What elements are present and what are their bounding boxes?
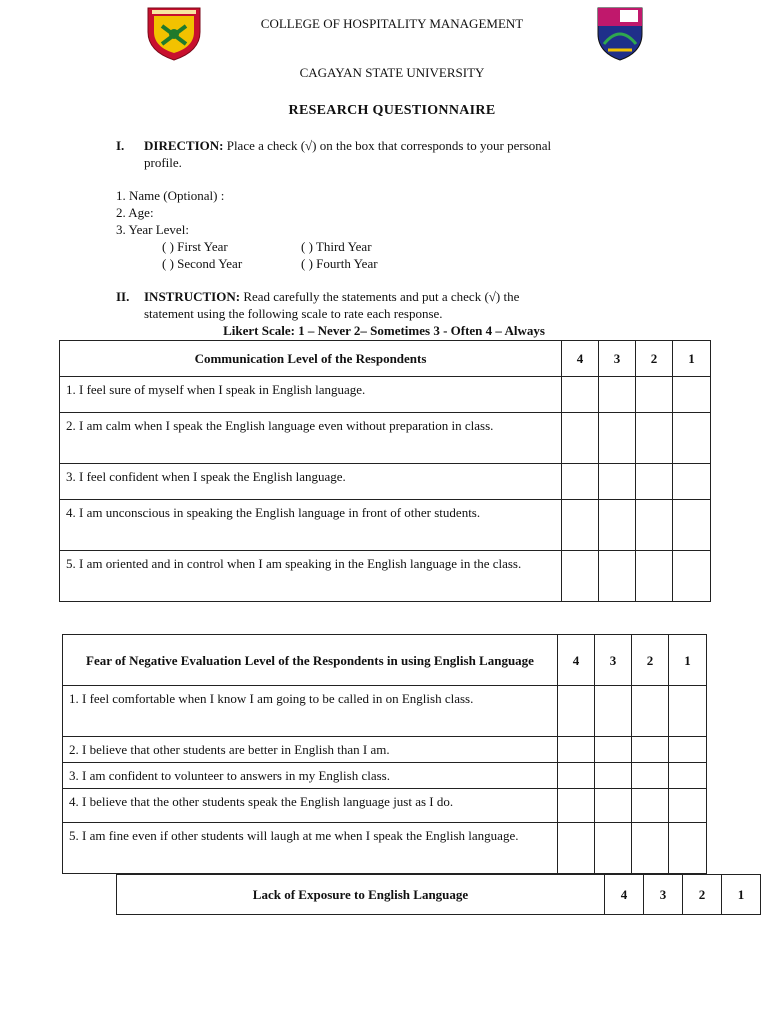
profile-year-level-item: 3. Year Level: [116,222,189,237]
scale-4: 4 [605,875,644,915]
university-name: CAGAYAN STATE UNIVERSITY [299,65,485,80]
check-box[interactable] [562,377,599,413]
table-row [63,737,707,763]
scale-3: 3 [599,341,636,377]
check-box[interactable] [636,377,673,413]
statement: 5. I am oriented and in control when I am speaking in the English language in the class. [60,551,562,602]
check-box[interactable] [599,551,636,602]
page-title: RESEARCH QUESTIONNAIRE [288,103,496,118]
check-box[interactable] [595,737,632,763]
section-1-number: I. [116,138,125,153]
check-box[interactable] [636,464,673,500]
check-box[interactable] [636,500,673,551]
option-fourth-year[interactable]: ( ) Fourth Year [301,256,378,271]
table-header-label: Fear of Negative Evaluation Level of the Respondents in using English Language [63,635,558,686]
check-box[interactable] [669,763,707,789]
check-box[interactable] [595,823,632,874]
check-box[interactable] [636,413,673,464]
table-row [63,686,707,737]
check-box[interactable] [595,686,632,737]
scale-1: 1 [673,341,711,377]
exposure-table [116,874,761,915]
statement: 2. I believe that other students are better in English than I am. [63,737,558,763]
check-box[interactable] [673,551,711,602]
college-name: COLLEGE OF HOSPITALITY MANAGEMENT [260,16,524,31]
check-box[interactable] [632,823,669,874]
check-box[interactable] [673,413,711,464]
table-header-label: Lack of Exposure to English Language [117,875,605,915]
check-box[interactable] [673,377,711,413]
table-row [63,763,707,789]
check-box[interactable] [595,789,632,823]
scale-2: 2 [632,635,669,686]
table-row [60,413,711,464]
statement: 4. I am unconscious in speaking the English language in front of other students. [60,500,562,551]
scale-2: 2 [636,341,673,377]
scale-4: 4 [562,341,599,377]
option-second-year[interactable]: ( ) Second Year [162,256,243,271]
section-2-instruction [144,289,519,305]
scale-4: 4 [558,635,595,686]
statement: 2. I am calm when I speak the English language even without preparation in class. [60,413,562,464]
profile-name-item: 1. Name (Optional) : [116,188,225,203]
university-logo [594,4,646,62]
check-box[interactable] [632,737,669,763]
check-box[interactable] [669,823,707,874]
check-box[interactable] [632,686,669,737]
table-header-row [63,635,707,686]
table-row [63,823,707,874]
check-box[interactable] [558,737,595,763]
statement: 3. I feel confident when I speak the English language. [60,464,562,500]
table-header-label: Communication Level of the Respondents [60,341,562,377]
statement: 4. I believe that the other students speak the English language just as I do. [63,789,558,823]
communication-table [59,340,711,602]
check-box[interactable] [632,763,669,789]
check-box[interactable] [673,464,711,500]
check-box[interactable] [595,763,632,789]
check-box[interactable] [562,464,599,500]
instruction-text-cont: statement using the following scale to rate each response. [144,306,443,321]
scale-2: 2 [683,875,722,915]
college-logo [142,4,206,62]
scale-3: 3 [644,875,683,915]
check-box[interactable] [558,763,595,789]
statement: 5. I am fine even if other students will laugh at me when I speak the English language. [63,823,558,874]
check-box[interactable] [562,551,599,602]
scale-1: 1 [669,635,707,686]
section-2-number: II. [116,289,130,304]
fear-evaluation-table [62,634,707,874]
table-row [63,789,707,823]
check-box[interactable] [636,551,673,602]
direction-text: Place a check (√) on the box that corresponds to your personal [223,138,552,153]
table-row [60,377,711,413]
table-header-row [60,341,711,377]
statement: 1. I feel comfortable when I know I am going to be called in on English class. [63,686,558,737]
option-first-year[interactable]: ( ) First Year [162,239,228,254]
direction-text-cont: profile. [144,155,182,170]
table-header-row [117,875,761,915]
check-box[interactable] [558,686,595,737]
instruction-label: INSTRUCTION: [144,289,241,304]
instruction-text: Read carefully the statements and put a check (√) the [240,289,520,304]
table-row [60,551,711,602]
check-box[interactable] [558,789,595,823]
table-row [60,464,711,500]
section-1-direction [144,138,551,154]
profile-age-item: 2. Age: [116,205,154,220]
check-box[interactable] [669,686,707,737]
scale-1: 1 [722,875,761,915]
check-box[interactable] [599,500,636,551]
direction-label: DIRECTION: [144,138,224,153]
statement: 3. I am confident to volunteer to answers in my English class. [63,763,558,789]
check-box[interactable] [669,789,707,823]
scale-3: 3 [595,635,632,686]
check-box[interactable] [673,500,711,551]
check-box[interactable] [562,413,599,464]
check-box[interactable] [599,413,636,464]
check-box[interactable] [562,500,599,551]
table-row [60,500,711,551]
check-box[interactable] [632,789,669,823]
check-box[interactable] [558,823,595,874]
option-third-year[interactable]: ( ) Third Year [301,239,372,254]
statement: 1. I feel sure of myself when I speak in English language. [60,377,562,413]
check-box[interactable] [599,464,636,500]
likert-scale: Likert Scale: 1 – Never 2– Sometimes 3 - Often 4 – Always [223,323,545,338]
check-box[interactable] [669,737,707,763]
check-box[interactable] [599,377,636,413]
